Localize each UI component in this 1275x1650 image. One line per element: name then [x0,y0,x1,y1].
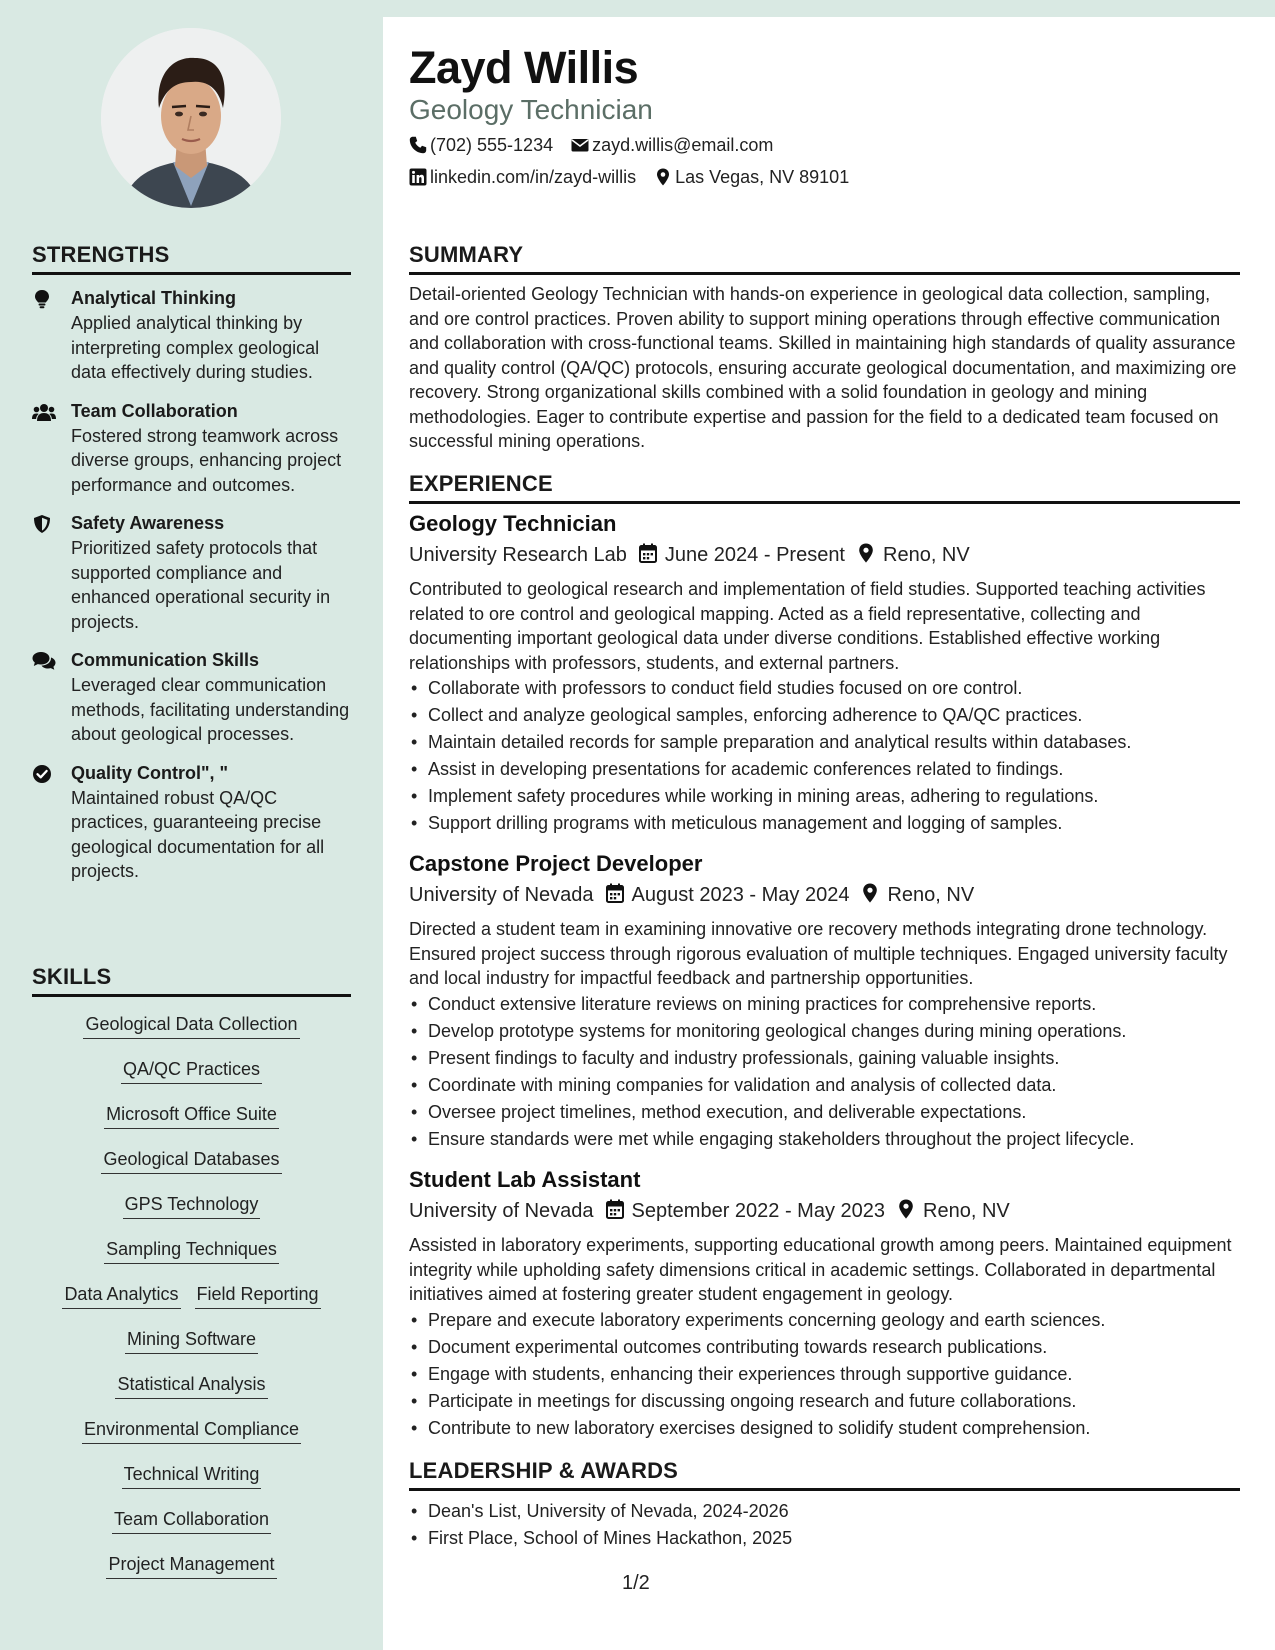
job-description: Assisted in laboratory experiments, supporting educational growth among peers. Maintained equipment integrity while upholding safety dimensions critical in academic settings. Collaborated in departmental initiatives aimed at fostering greater student engagement in geology. [409,1235,1232,1304]
email-text[interactable]: zayd.willis@email.com [592,135,774,155]
job-dates: June 2024 - Present [664,544,845,566]
strength-item [32,399,357,498]
skill-row [32,1416,351,1461]
list-item: • Document experimental outcomes contributing towards research publications. [409,1334,1240,1361]
job-dates: September 2022 - May 2023 [631,1200,886,1222]
strength-title: Team Collaboration [71,400,238,421]
strength-desc: Fostered strong teamwork across diverse groups, enhancing project performance and outcomes. [71,425,342,495]
list-item: • Maintain detailed records for sample preparation and analytical results within databases. [409,729,1240,756]
sidebar [0,0,383,1650]
strength-title: Communication Skills [71,650,260,670]
job-title: Student Lab Assistant [409,1167,641,1192]
job-org: University of Nevada [409,1200,594,1222]
job-bullets [409,675,1240,837]
job-meta [409,543,970,567]
skill-row [32,1191,351,1236]
skill-row [32,1101,351,1146]
phone-icon [409,136,427,154]
skill-tag: Mining Software [125,1326,258,1354]
users-icon [32,402,54,422]
skill-tag: Technical Writing [122,1461,262,1489]
candidate-name: Zayd Willis [409,42,639,93]
skill-tag: GPS Technology [123,1191,261,1219]
skill-row [32,1281,351,1326]
list-item: • Conduct extensive literature reviews on mining practices for comprehensive reports. [409,991,1240,1018]
strength-item [32,761,357,884]
job-org: University Research Lab [409,544,627,566]
list-item: • Support drilling programs with meticulous management and logging of samples. [409,810,1240,837]
skills-list [32,1011,351,1596]
skill-tag: Geological Databases [101,1146,281,1174]
skill-row [32,1236,351,1281]
skill-row [32,1056,351,1101]
skill-row [32,1371,351,1416]
list-item: • Participate in meetings for discussing ongoing research and future collaborations. [409,1388,1240,1415]
job-org: University of Nevada [409,884,594,906]
summary-heading: SUMMARY [409,242,1240,275]
strengths-list [32,286,357,898]
candidate-title: Geology Technician [409,94,653,125]
strength-title: Analytical Thinking [71,288,237,308]
strength-title: Quality Control", " [71,762,229,783]
skill-row [32,1011,351,1056]
map-pin-icon [857,543,875,563]
envelope-icon [571,136,589,154]
skill-tag: Geological Data Collection [83,1011,299,1039]
calendar-icon [606,1199,624,1219]
skills-heading: SKILLS [32,964,351,997]
job-location: Reno, NV [887,884,975,906]
skill-row [32,1506,351,1551]
job-meta [409,1199,1010,1223]
job-description: Contributed to geological research and implementation of field studies. Supported teaching activities related to ore control and geological mapping. Acted as a field representative, collecting and documenting important geological data under diverse conditions. Established effective working relationships with professors, students, and external partners. [409,579,1206,673]
summary-text: Detail-oriented Geology Technician with hands-on experience in geological data collection, sampling, and ore control practices. Proven ability to support mining operations through effective communication and collaboration with cross-functional teams. Skilled in maintaining high standards of quality assurance and quality control (QA/QC) protocols, ensuring accurate geological documentation, and maximizing ore recovery. Strong organizational skills combined with a solid foundation in geology and mining methodologies. Eager to contribute expertise and passion for the field to a dedicated team focused on successful mining operations. [409,284,1237,451]
calendar-icon [606,883,624,903]
job-meta [409,883,974,907]
job-location: Reno, NV [923,1200,1010,1222]
skill-tag: Field Reporting [195,1281,321,1309]
strength-title: Safety Awareness [71,513,225,533]
calendar-icon [639,543,657,563]
map-pin-icon [861,883,879,903]
strength-item [32,648,357,747]
map-pin-icon [654,168,672,186]
profile-photo [101,28,281,208]
list-item: • Oversee project timelines, method execution, and deliverable expectations. [409,1099,1240,1126]
strength-desc: Maintained robust QA/QC practices, guaranteeing precise geological documentation for all projects. [71,787,325,881]
map-pin-icon [897,1199,915,1219]
linkedin-text[interactable]: linkedin.com/in/zayd-willis [430,167,637,187]
job-description: Directed a student team in examining innovative ore recovery methods integrating drone technology. Ensured project success through rigorous evaluation of multiple techniques. Engaged university faculty and local industry for impactful feedback and partnership opportunities. [409,919,1228,988]
list-item: • Dean's List, University of Nevada, 2024-2026 [409,1498,1240,1525]
skill-tag: Microsoft Office Suite [104,1101,279,1129]
phone-text[interactable]: (702) 555-1234 [430,135,554,155]
skill-tag: Team Collaboration [112,1506,271,1534]
strength-item [32,286,357,385]
page-number: 1/2 [622,1572,650,1594]
list-item: • Coordinate with mining companies for validation and analysis of collected data. [409,1072,1240,1099]
list-item: • Develop prototype systems for monitoring geological changes during mining operations. [409,1018,1240,1045]
check-circle-icon [32,764,54,784]
list-item: • Collaborate with professors to conduct field studies focused on ore control. [409,675,1240,702]
job-dates: August 2023 - May 2024 [631,884,850,906]
lightbulb-icon [32,289,54,309]
strengths-heading: STRENGTHS [32,242,351,275]
location-text: Las Vegas, NV 89101 [675,167,850,187]
list-item: • First Place, School of Mines Hackathon, 2025 [409,1525,1240,1552]
skill-row [32,1551,351,1596]
list-item: • Ensure standards were met while engaging stakeholders throughout the project lifecycle. [409,1126,1240,1153]
skill-tag: Sampling Techniques [104,1236,279,1264]
skill-tag: Environmental Compliance [82,1416,301,1444]
job-bullets [409,1307,1240,1442]
awards-list [409,1498,1240,1552]
job-title: Geology Technician [409,511,617,536]
contact-row-1 [409,135,773,156]
skill-row [32,1461,351,1506]
skill-tag: QA/QC Practices [121,1056,262,1084]
list-item: • Assist in developing presentations for academic conferences related to findings. [409,756,1240,783]
experience-heading: EXPERIENCE [409,471,1240,504]
awards-heading: LEADERSHIP & AWARDS [409,1458,1240,1491]
list-item: • Engage with students, enhancing their experiences through supportive guidance. [409,1361,1240,1388]
skill-row [32,1146,351,1191]
strength-desc: Applied analytical thinking by interpreting complex geological data effectively during studies. [71,313,320,382]
skill-tag: Data Analytics [62,1281,180,1309]
linkedin-icon [409,168,427,186]
list-item: • Contribute to new laboratory exercises designed to solidify student comprehension. [409,1415,1240,1442]
skill-tag: Project Management [106,1551,276,1579]
strength-desc: Leveraged clear communication methods, facilitating understanding about geological processes. [71,675,350,744]
comments-icon [32,651,54,671]
skill-row [32,1326,351,1371]
job-title: Capstone Project Developer [409,851,703,876]
contact-row-2 [409,167,849,188]
list-item: • Prepare and execute laboratory experiments concerning geology and earth sciences. [409,1307,1240,1334]
list-item: • Implement safety procedures while working in mining areas, adhering to regulations. [409,783,1240,810]
strength-desc: Prioritized safety protocols that supported compliance and enhanced operational security in projects. [71,538,331,632]
strength-item [32,511,357,634]
list-item: • Collect and analyze geological samples, enforcing adherence to QA/QC practices. [409,702,1240,729]
job-bullets [409,991,1240,1153]
job-location: Reno, NV [883,544,970,566]
skill-tag: Statistical Analysis [115,1371,267,1399]
list-item: • Present findings to faculty and industry professionals, gaining valuable insights. [409,1045,1240,1072]
shield-icon [32,514,54,534]
